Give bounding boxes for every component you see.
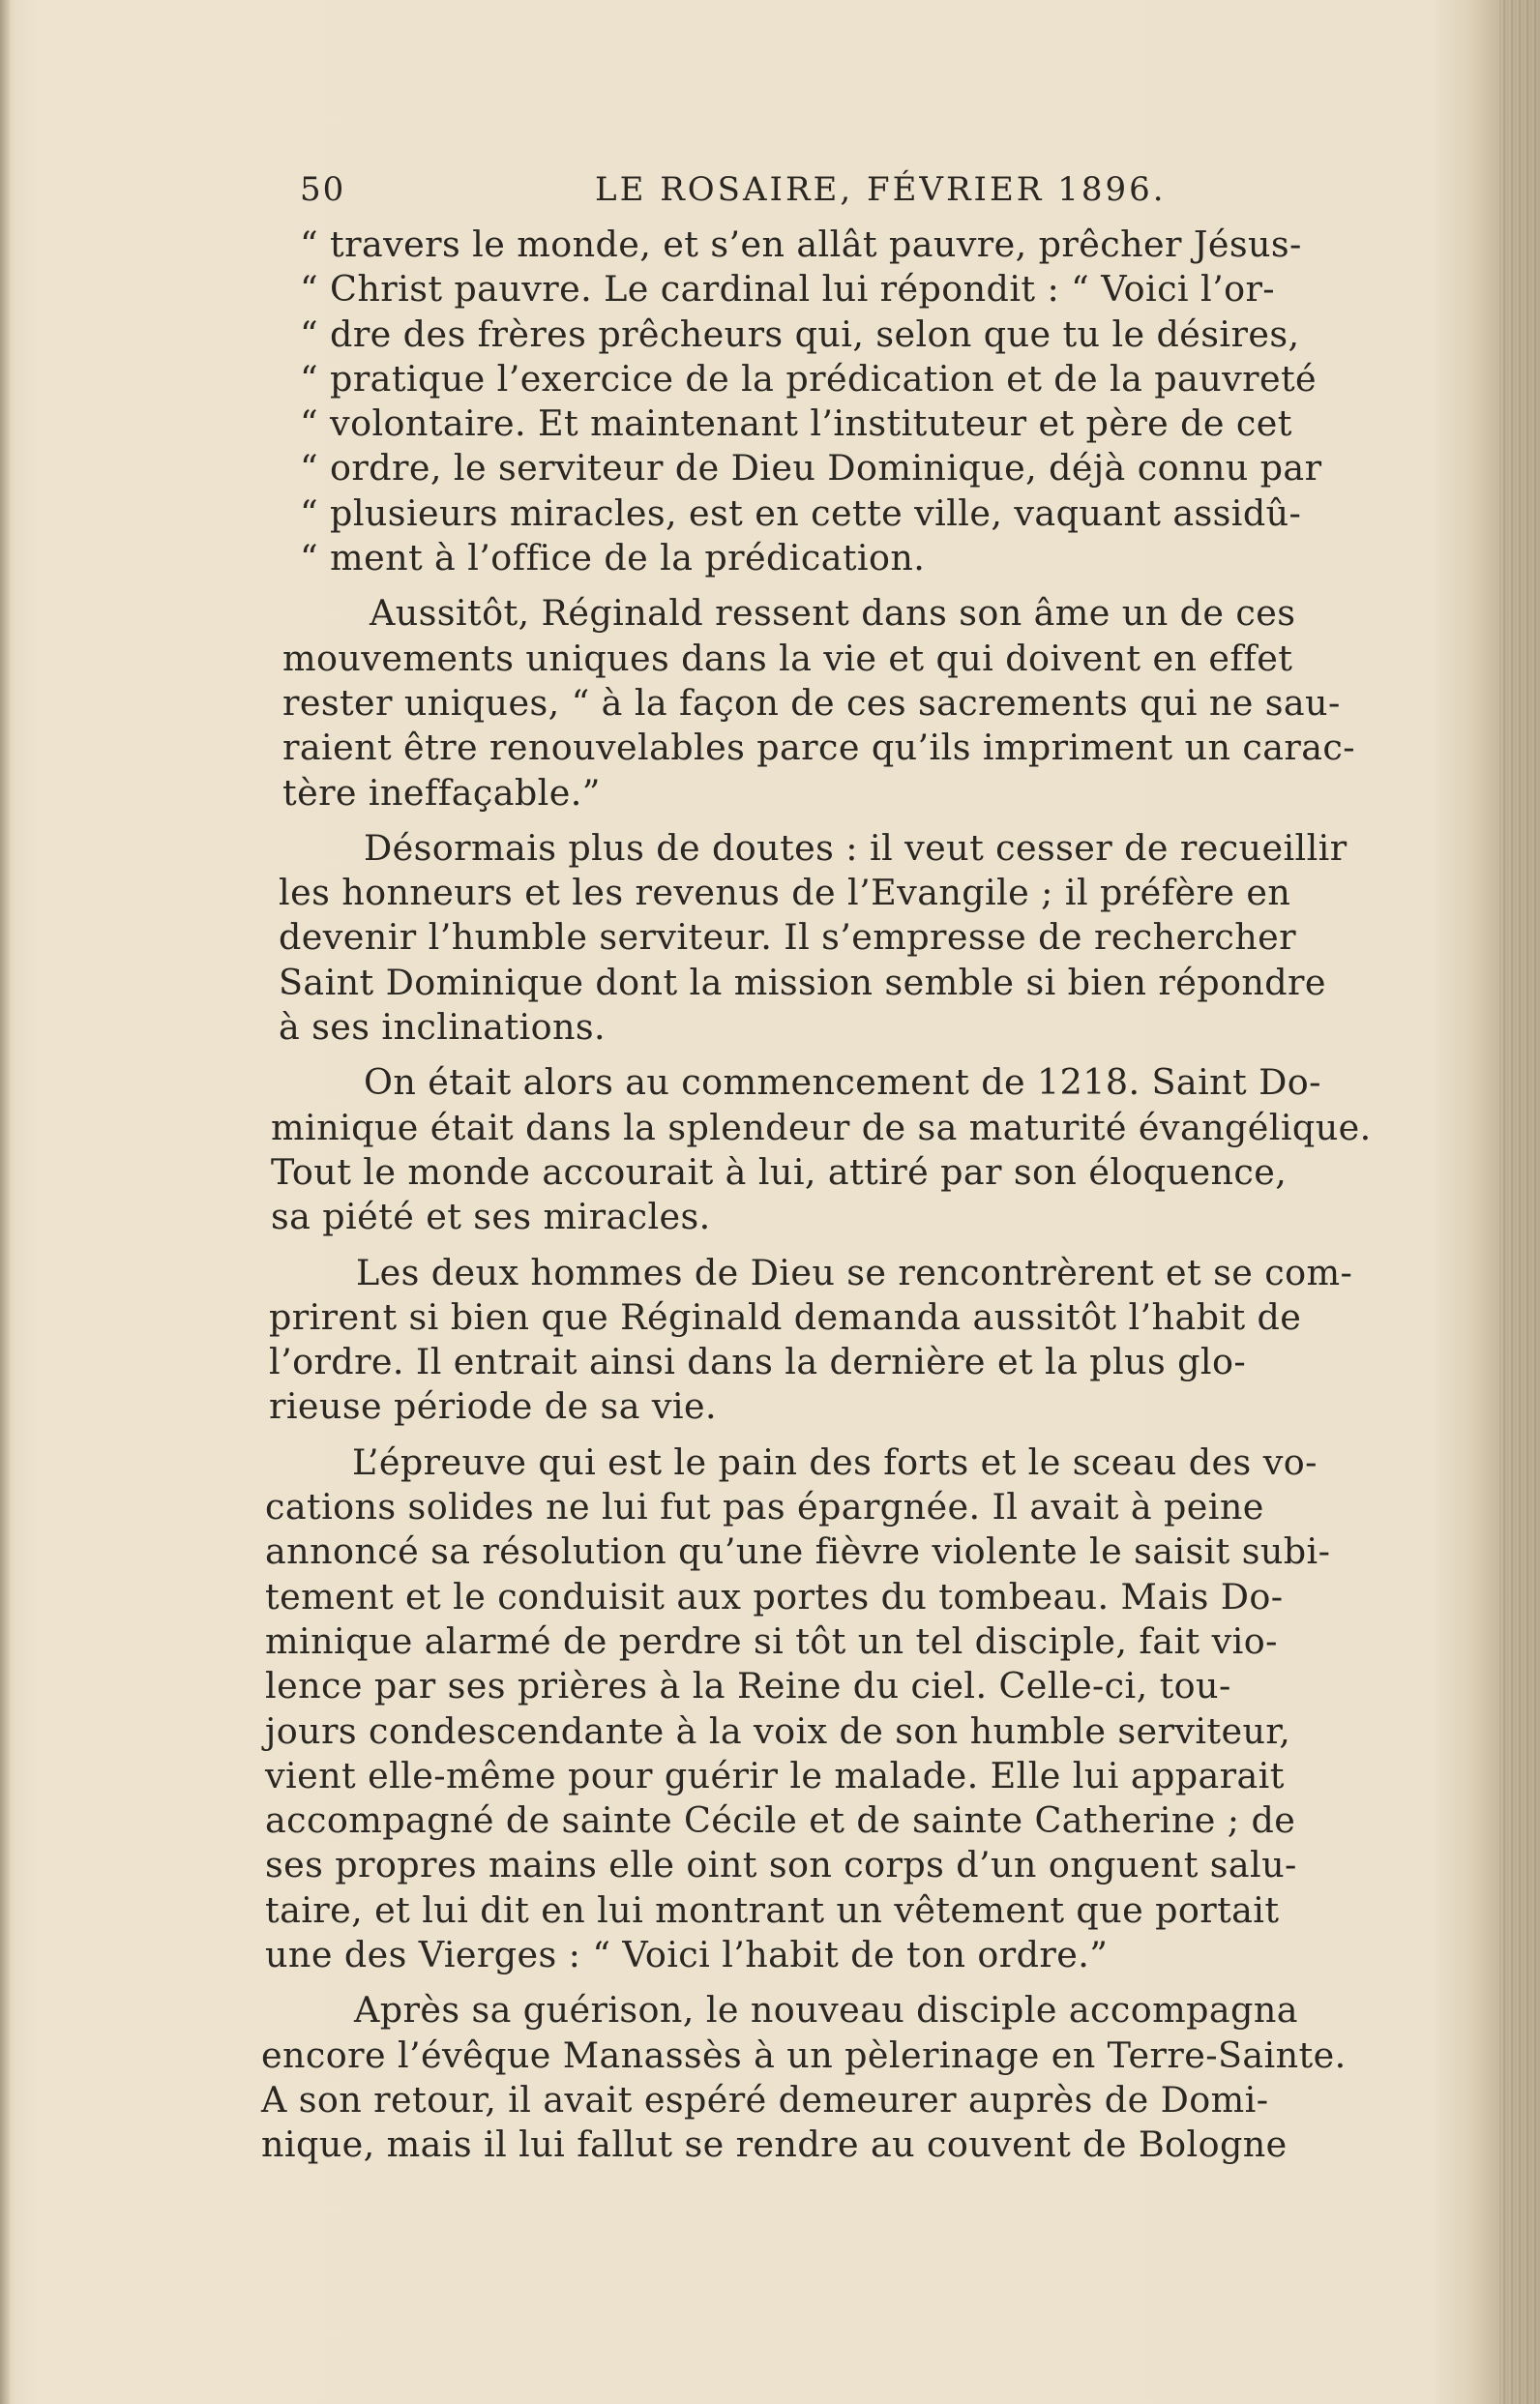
text-line: sa piété et ses miracles. [271,1196,711,1238]
text-line: “ ment à l’office de la prédication. [300,537,926,579]
text-line: lence par ses prières à la Reine du ciel. Celle-ci, tou- [265,1665,1231,1707]
text-line: rester uniques, “ à la façon de ces sacrements qui ne sau- [282,681,1341,724]
text-line: Les deux hommes de Dieu se rencontrèrent et se com- [356,1251,1353,1293]
text-line: minique alarmé de perdre si tôt un tel disciple, fait vio- [265,1619,1278,1662]
text-line: Désormais plus de doutes : il veut cesser de recueillir [364,826,1348,869]
paragraph-7 [261,1988,1412,2167]
text-line: Après sa guérison, le nouveau disciple accompagna [354,1989,1298,2032]
text-line: une des Vierges : “ Voici l’habit de ton ordre.” [265,1933,1109,1975]
paragraph-4 [261,1060,1412,1239]
text-line: Tout le monde accourait à lui, attiré par son éloquence, [271,1150,1288,1193]
paragraph-1 [261,223,1412,580]
text-line: cations solides ne lui fut pas épargnée. Il avait à peine [265,1486,1264,1528]
text-line: A son retour, il avait espéré demeurer auprès de Domi- [261,2078,1269,2121]
text-line: mouvements uniques dans la vie et qui doivent en effet [282,637,1293,679]
page-gutter [0,0,10,2404]
text-line: L’épreuve qui est le pain des forts et le sceau des vo- [352,1440,1318,1483]
text-line: prirent si bien que Réginald demanda aussitôt l’habit de [269,1295,1302,1338]
paragraph-6 [261,1440,1412,1978]
text-line: “ ordre, le serviteur de Dieu Dominique, déjà connu par [300,447,1322,490]
text-block [261,164,1412,2178]
page-edge [1499,0,1540,2404]
body-text [261,223,1412,2167]
text-line: ses propres mains elle oint son corps d’un onguent salu- [265,1844,1297,1886]
text-line: raient être renouvelables parce qu’ils impriment un carac- [282,727,1355,769]
text-line: minique était dans la splendeur de sa maturité évangélique. [271,1106,1372,1148]
text-line: tement et le conduisit aux portes du tombeau. Mais Do- [265,1575,1284,1618]
text-line: “ Christ pauvre. Le cardinal lui répondit : “ Voici l’or- [300,268,1276,311]
text-line: taire, et lui dit en lui montrant un vêtement que portait [265,1888,1280,1931]
text-line: devenir l’humble serviteur. Il s’empresse de rechercher [279,916,1296,959]
text-line: vient elle-même pour guérir le malade. Elle lui apparait [265,1754,1285,1796]
text-line: “ plusieurs miracles, est en cette ville, vaquant assidû- [300,491,1302,534]
text-line: encore l’évêque Manassès à un pèlerinage en Terre-Sainte. [261,2033,1347,2076]
text-line: jours condescendante à la voix de son humble serviteur, [265,1709,1291,1752]
paragraph-2 [261,591,1412,815]
text-line: Aussitôt, Réginald ressent dans son âme un de ces [370,592,1296,635]
running-head [261,164,1412,223]
text-line: “ dre des frères prêcheurs qui, selon que tu le désires, [300,312,1300,355]
text-line: accompagné de sainte Cécile et de sainte Catherine ; de [265,1799,1296,1842]
running-title: LE ROSAIRE, FÉVRIER 1896. [595,170,1167,209]
text-line: “ pratique l’exercice de la prédication et de la pauvreté [300,357,1318,400]
text-line: Saint Dominique dont la mission semble si bien répondre [279,961,1326,1003]
text-line: tère ineffaçable.” [282,771,601,814]
text-line: rieuse période de sa vie. [269,1385,717,1428]
text-line: “ volontaire. Et maintenant l’instituteur et père de cet [300,402,1292,445]
paragraph-3 [261,826,1412,1050]
text-line: l’ordre. Il entrait ainsi dans la dernière et la plus glo- [269,1341,1247,1383]
text-line: annoncé sa résolution qu’une fièvre violente le saisit subi- [265,1530,1331,1573]
text-line: à ses inclinations. [279,1006,607,1049]
text-line: nique, mais il lui fallut se rendre au couvent de Bologne [261,2123,1288,2166]
page-number: 50 [300,170,346,209]
text-line: les honneurs et les revenus de l’Evangile ; il préfère en [279,872,1291,914]
paragraph-5 [261,1251,1412,1430]
text-line: On était alors au commencement de 1218. Saint Do- [364,1061,1321,1104]
text-line: “ travers le monde, et s’en allât pauvre, prêcher Jésus- [300,223,1302,265]
